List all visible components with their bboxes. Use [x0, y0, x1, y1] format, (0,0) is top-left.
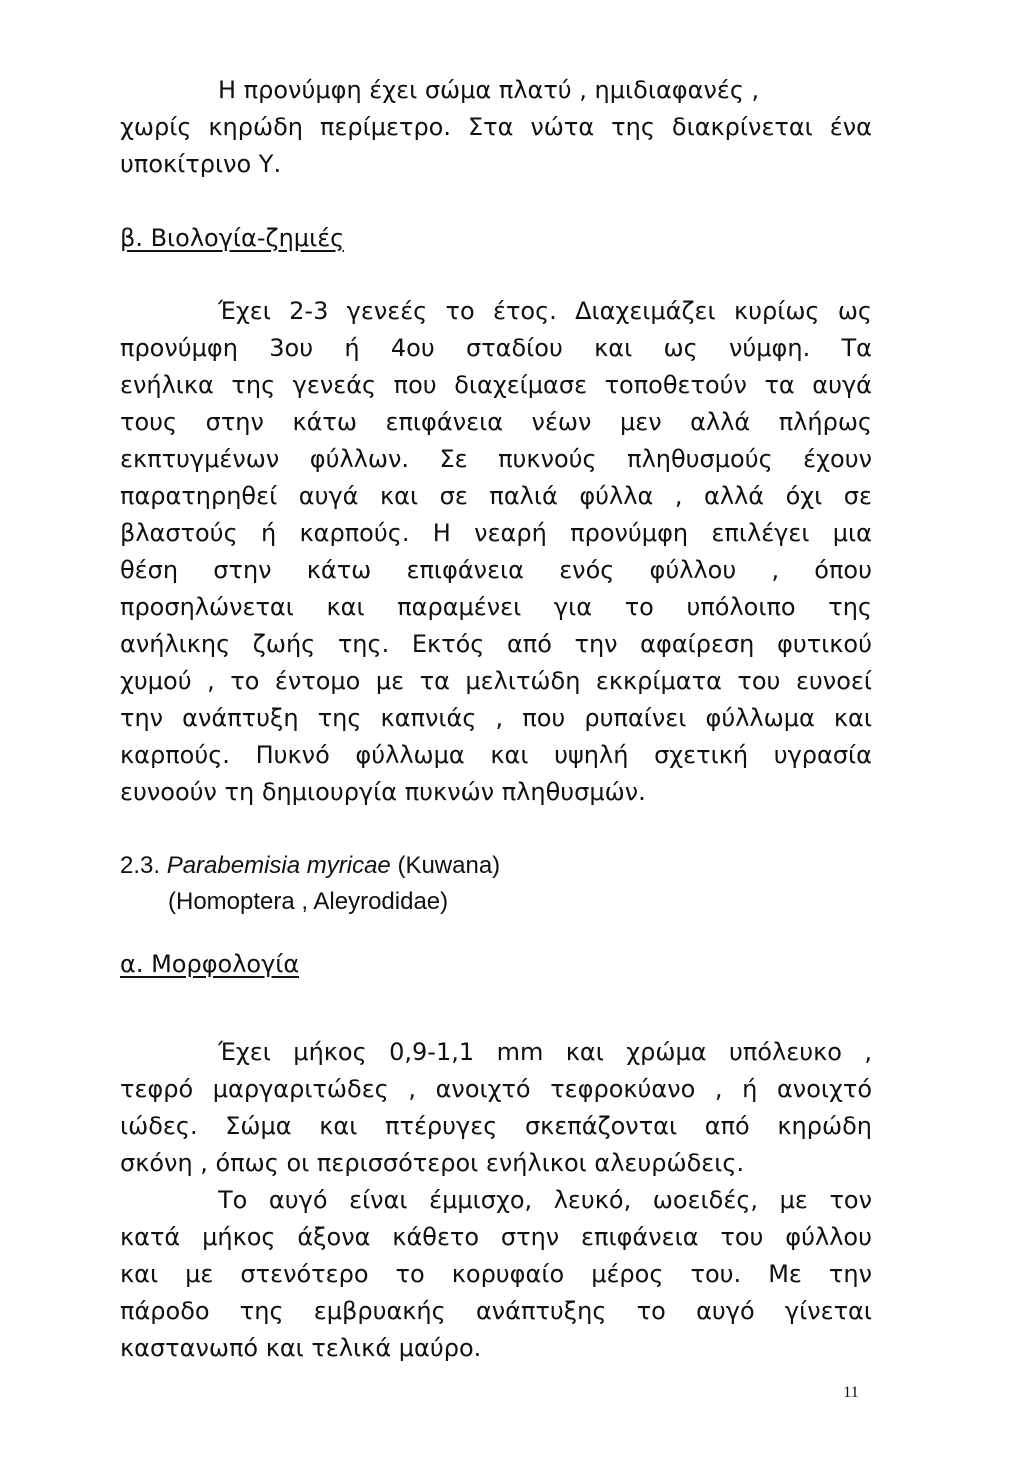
paragraph-line: καστανωπό και τελικά μαύρο.	[120, 1334, 482, 1362]
paragraph-line: και με στενότερο το κορυφαίο μέρος του. Με την	[120, 1260, 872, 1288]
paragraph-line: προσηλώνεται και παραμένει για το υπόλοιπο της	[120, 593, 872, 621]
paragraph-line: πάροδο της εμβρυακής ανάπτυξης το αυγό γίνεται	[120, 1297, 872, 1325]
paragraph-line: υποκίτρινο Υ.	[120, 150, 282, 178]
paragraph-line: Η προνύμφη έχει σώμα πλατύ , ημιδιαφανές ,	[218, 76, 760, 104]
paragraph-line: εκπτυγμένων φύλλων. Σε πυκνούς πληθυσμούς έχουν	[120, 445, 872, 473]
species-taxonomy: (Homoptera , Aleyrodidae)	[168, 888, 449, 915]
paragraph-line: καρπούς. Πυκνό φύλλωμα και υψηλή σχετική υγρασία	[120, 741, 872, 769]
paragraph-line: χωρίς κηρώδη περίμετρο. Στα νώτα της διακρίνεται ένα	[120, 113, 872, 141]
paragraph-line: την ανάπτυξη της καπνιάς , που ρυπαίνει φύλλωμα και	[120, 704, 872, 732]
paragraph-line: προνύμφη 3ου ή 4ου σταδίου και ως νύμφη. Τα	[120, 334, 872, 362]
paragraph-line: ιώδες. Σώμα και πτέρυγες σκεπάζονται από κηρώδη	[120, 1112, 872, 1140]
paragraph-line: χυμού , το έντομο με τα μελιτώδη εκκρίματα του ευνοεί	[120, 667, 872, 695]
paragraph-line: κατά μήκος άξονα κάθετο στην επιφάνεια του φύλλου	[120, 1223, 872, 1251]
paragraph-line: θέση στην κάτω επιφάνεια ενός φύλλου , όπου	[120, 556, 872, 584]
paragraph-line: ανήλικης ζωής της. Εκτός από την αφαίρεση φυτικού	[120, 630, 872, 658]
paragraph-line: βλαστούς ή καρπούς. Η νεαρή προνύμφη επιλέγει μια	[120, 519, 872, 547]
paragraph-line: Έχει μήκος 0,9-1,1 mm και χρώμα υπόλευκο ,	[218, 1038, 872, 1066]
section-heading-morphology: α. Μορφολογία	[120, 950, 300, 978]
species-number: 2.3.	[120, 852, 161, 879]
paragraph-line: ενήλικα της γενεάς που διαχείμασε τοποθετούν τα αυγά	[120, 371, 872, 399]
paragraph-line: σκόνη , όπως οι περισσότεροι ενήλικοι αλευρώδεις.	[120, 1149, 745, 1177]
paragraph-line: ευνοούν τη δημιουργία πυκνών πληθυσμών.	[120, 778, 646, 806]
species-heading	[120, 846, 500, 886]
paragraph-line: τους στην κάτω επιφάνεια νέων μεν αλλά πλήρως	[120, 408, 872, 436]
paragraph-line: τεφρό μαργαριτώδες , ανοιχτό τεφροκύανο , ή ανοιχτό	[120, 1075, 872, 1103]
paragraph-line: παρατηρηθεί αυγά και σε παλιά φύλλα , αλλά όχι σε	[120, 482, 872, 510]
species-name: Parabemisia myricae	[166, 852, 391, 879]
species-author: (Kuwana)	[397, 852, 501, 879]
page-number: 11	[843, 1384, 859, 1401]
paragraph-line: Έχει 2-3 γενεές το έτος. Διαχειμάζει κυρίως ως	[218, 297, 872, 325]
section-heading-biology: β. Βιολογία-ζημιές	[120, 224, 345, 252]
paragraph-line: Το αυγό είναι έμμισχο, λευκό, ωοειδές, με τον	[218, 1186, 872, 1214]
